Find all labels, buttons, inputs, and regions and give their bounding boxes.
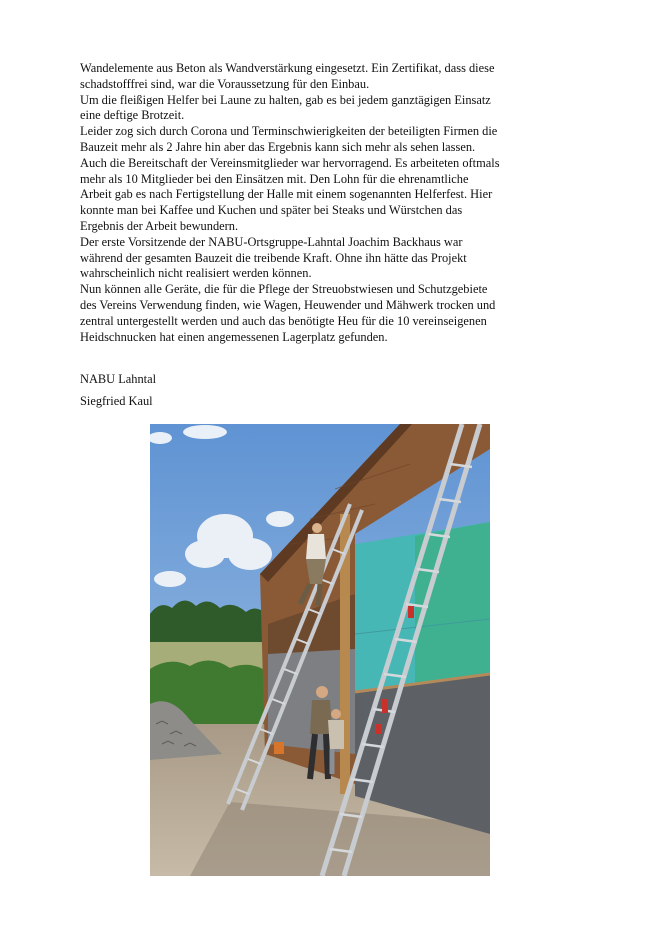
article-paragraph-2: Um die fleißigen Helfer bei Laune zu halten, gab es bei jedem ganztägigen Einsatz eine deftige Brotzeit. (80, 92, 491, 123)
article-paragraph-1: Wandelemente aus Beton als Wandverstärkung eingesetzt. Ein Zertifikat, dass diese schadstofffrei sind, war die Voraussetzung für den Einbau. (80, 61, 495, 91)
signature-organization: NABU Lahntal (80, 372, 157, 386)
article-paragraph-3: Leider zog sich durch Corona und Terminschwierigkeiten der beteiligten Firmen die Bauzeit mehr als 2 Jahre hin aber das Ergebnis kann sich mehr als sehen lassen. Auch die Bereitschaft der Vereinsmitglieder war hervorragend. Es arbeiteten oftmals mehr als 10 Mitglieder bei den Einsätzen mit. Den Lohn für die ehrenamtliche Arbeit gab es nach Fertigstellung der Halle mit einem sogenannten Helferfest. Hier konnte man bei Kaffee und Kuchen und später bei Steaks und Würstchen das Ergebnis der Arbeit bewundern. (80, 124, 500, 233)
article-body (80, 61, 500, 345)
signature-author: Siegfried Kaul (80, 394, 153, 408)
article-paragraph-4: Der erste Vorsitzende der NABU-Ortsgruppe-Lahntal Joachim Backhaus war während der gesamten Bauzeit die treibende Kraft. Ohne ihn hätte das Projekt wahrscheinlich nicht realisiert werden können. (80, 234, 467, 281)
article-paragraph-5: Nun können alle Geräte, die für die Pflege der Streuobstwiesen und Schutzgebiete des Vereins Verwendung finden, wie Wagen, Heuwender und Mähwerk trocken und zentral untergestellt werden und auch das benötigte Heu für die 10 vereinseigenen Heidschnucken hat einen angemessenen Lagerplatz gefunden. (80, 282, 496, 344)
construction-photo (150, 424, 490, 876)
